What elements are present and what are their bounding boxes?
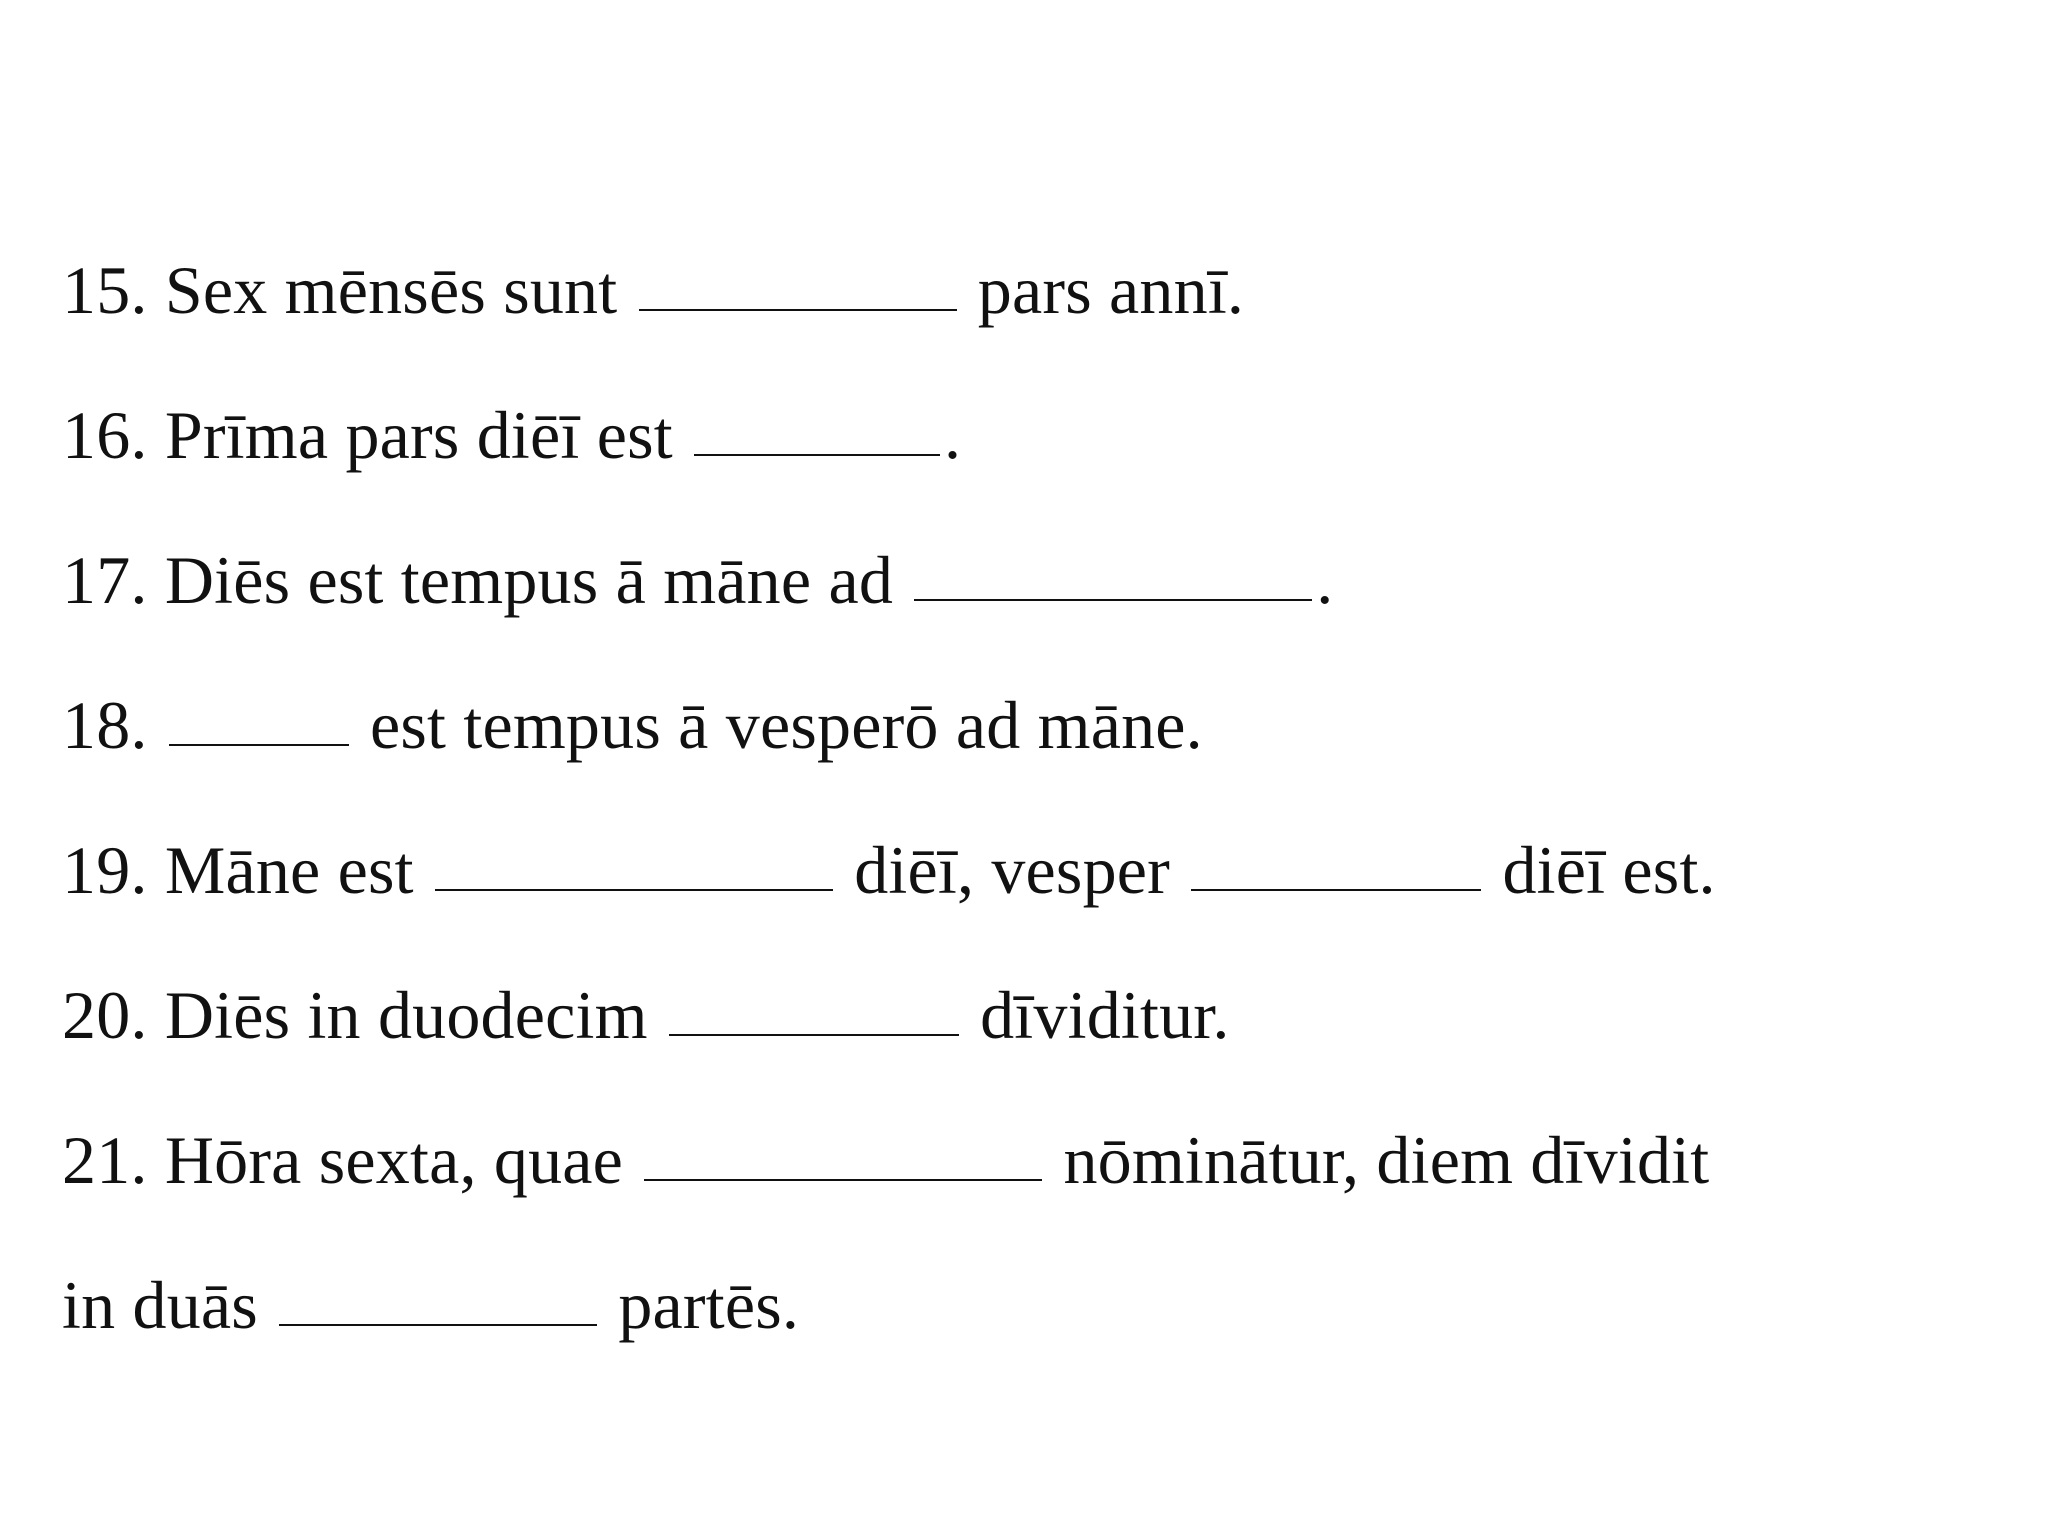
answer-blank <box>435 889 833 891</box>
question-text: . <box>944 397 962 473</box>
answer-blank <box>639 309 957 311</box>
question-text: . <box>1316 542 1334 618</box>
question-21 <box>62 1088 2002 1233</box>
question-text: Māne est <box>164 832 414 908</box>
question-text: est tempus ā vesperō ad māne. <box>370 687 1203 763</box>
question-number: 17. <box>62 542 148 618</box>
question-text: in duās <box>62 1267 258 1343</box>
question-text: diēī est. <box>1502 832 1716 908</box>
answer-blank <box>914 599 1312 601</box>
question-17 <box>62 508 2002 653</box>
question-number: 16. <box>62 397 148 473</box>
question-text: Diēs est tempus ā māne ad <box>164 542 894 618</box>
question-text: Sex mēnsēs sunt <box>164 252 618 328</box>
worksheet <box>62 218 2002 1378</box>
question-19 <box>62 798 2002 943</box>
answer-blank <box>669 1034 959 1036</box>
answer-blank <box>169 744 349 746</box>
question-number: 19. <box>62 832 148 908</box>
question-21-continued <box>62 1233 2002 1378</box>
question-number: 21. <box>62 1122 148 1198</box>
question-18 <box>62 653 2002 798</box>
question-text: nōminātur, diem dīvidit <box>1063 1122 1710 1198</box>
question-text: Hōra sexta, quae <box>164 1122 624 1198</box>
question-text: pars annī. <box>977 252 1245 328</box>
question-text: partēs. <box>618 1267 800 1343</box>
question-15 <box>62 218 2002 363</box>
question-number: 18. <box>62 687 148 763</box>
question-text: diēī, vesper <box>854 832 1171 908</box>
question-text: Diēs in duodecim <box>164 977 648 1053</box>
question-number: 20. <box>62 977 148 1053</box>
answer-blank <box>694 454 940 456</box>
answer-blank <box>1191 889 1481 891</box>
question-text: Prīma pars diēī est <box>164 397 673 473</box>
question-20 <box>62 943 2002 1088</box>
question-number: 15. <box>62 252 148 328</box>
question-text: dīviditur. <box>980 977 1230 1053</box>
answer-blank <box>279 1324 597 1326</box>
answer-blank <box>644 1179 1042 1181</box>
question-16 <box>62 363 2002 508</box>
